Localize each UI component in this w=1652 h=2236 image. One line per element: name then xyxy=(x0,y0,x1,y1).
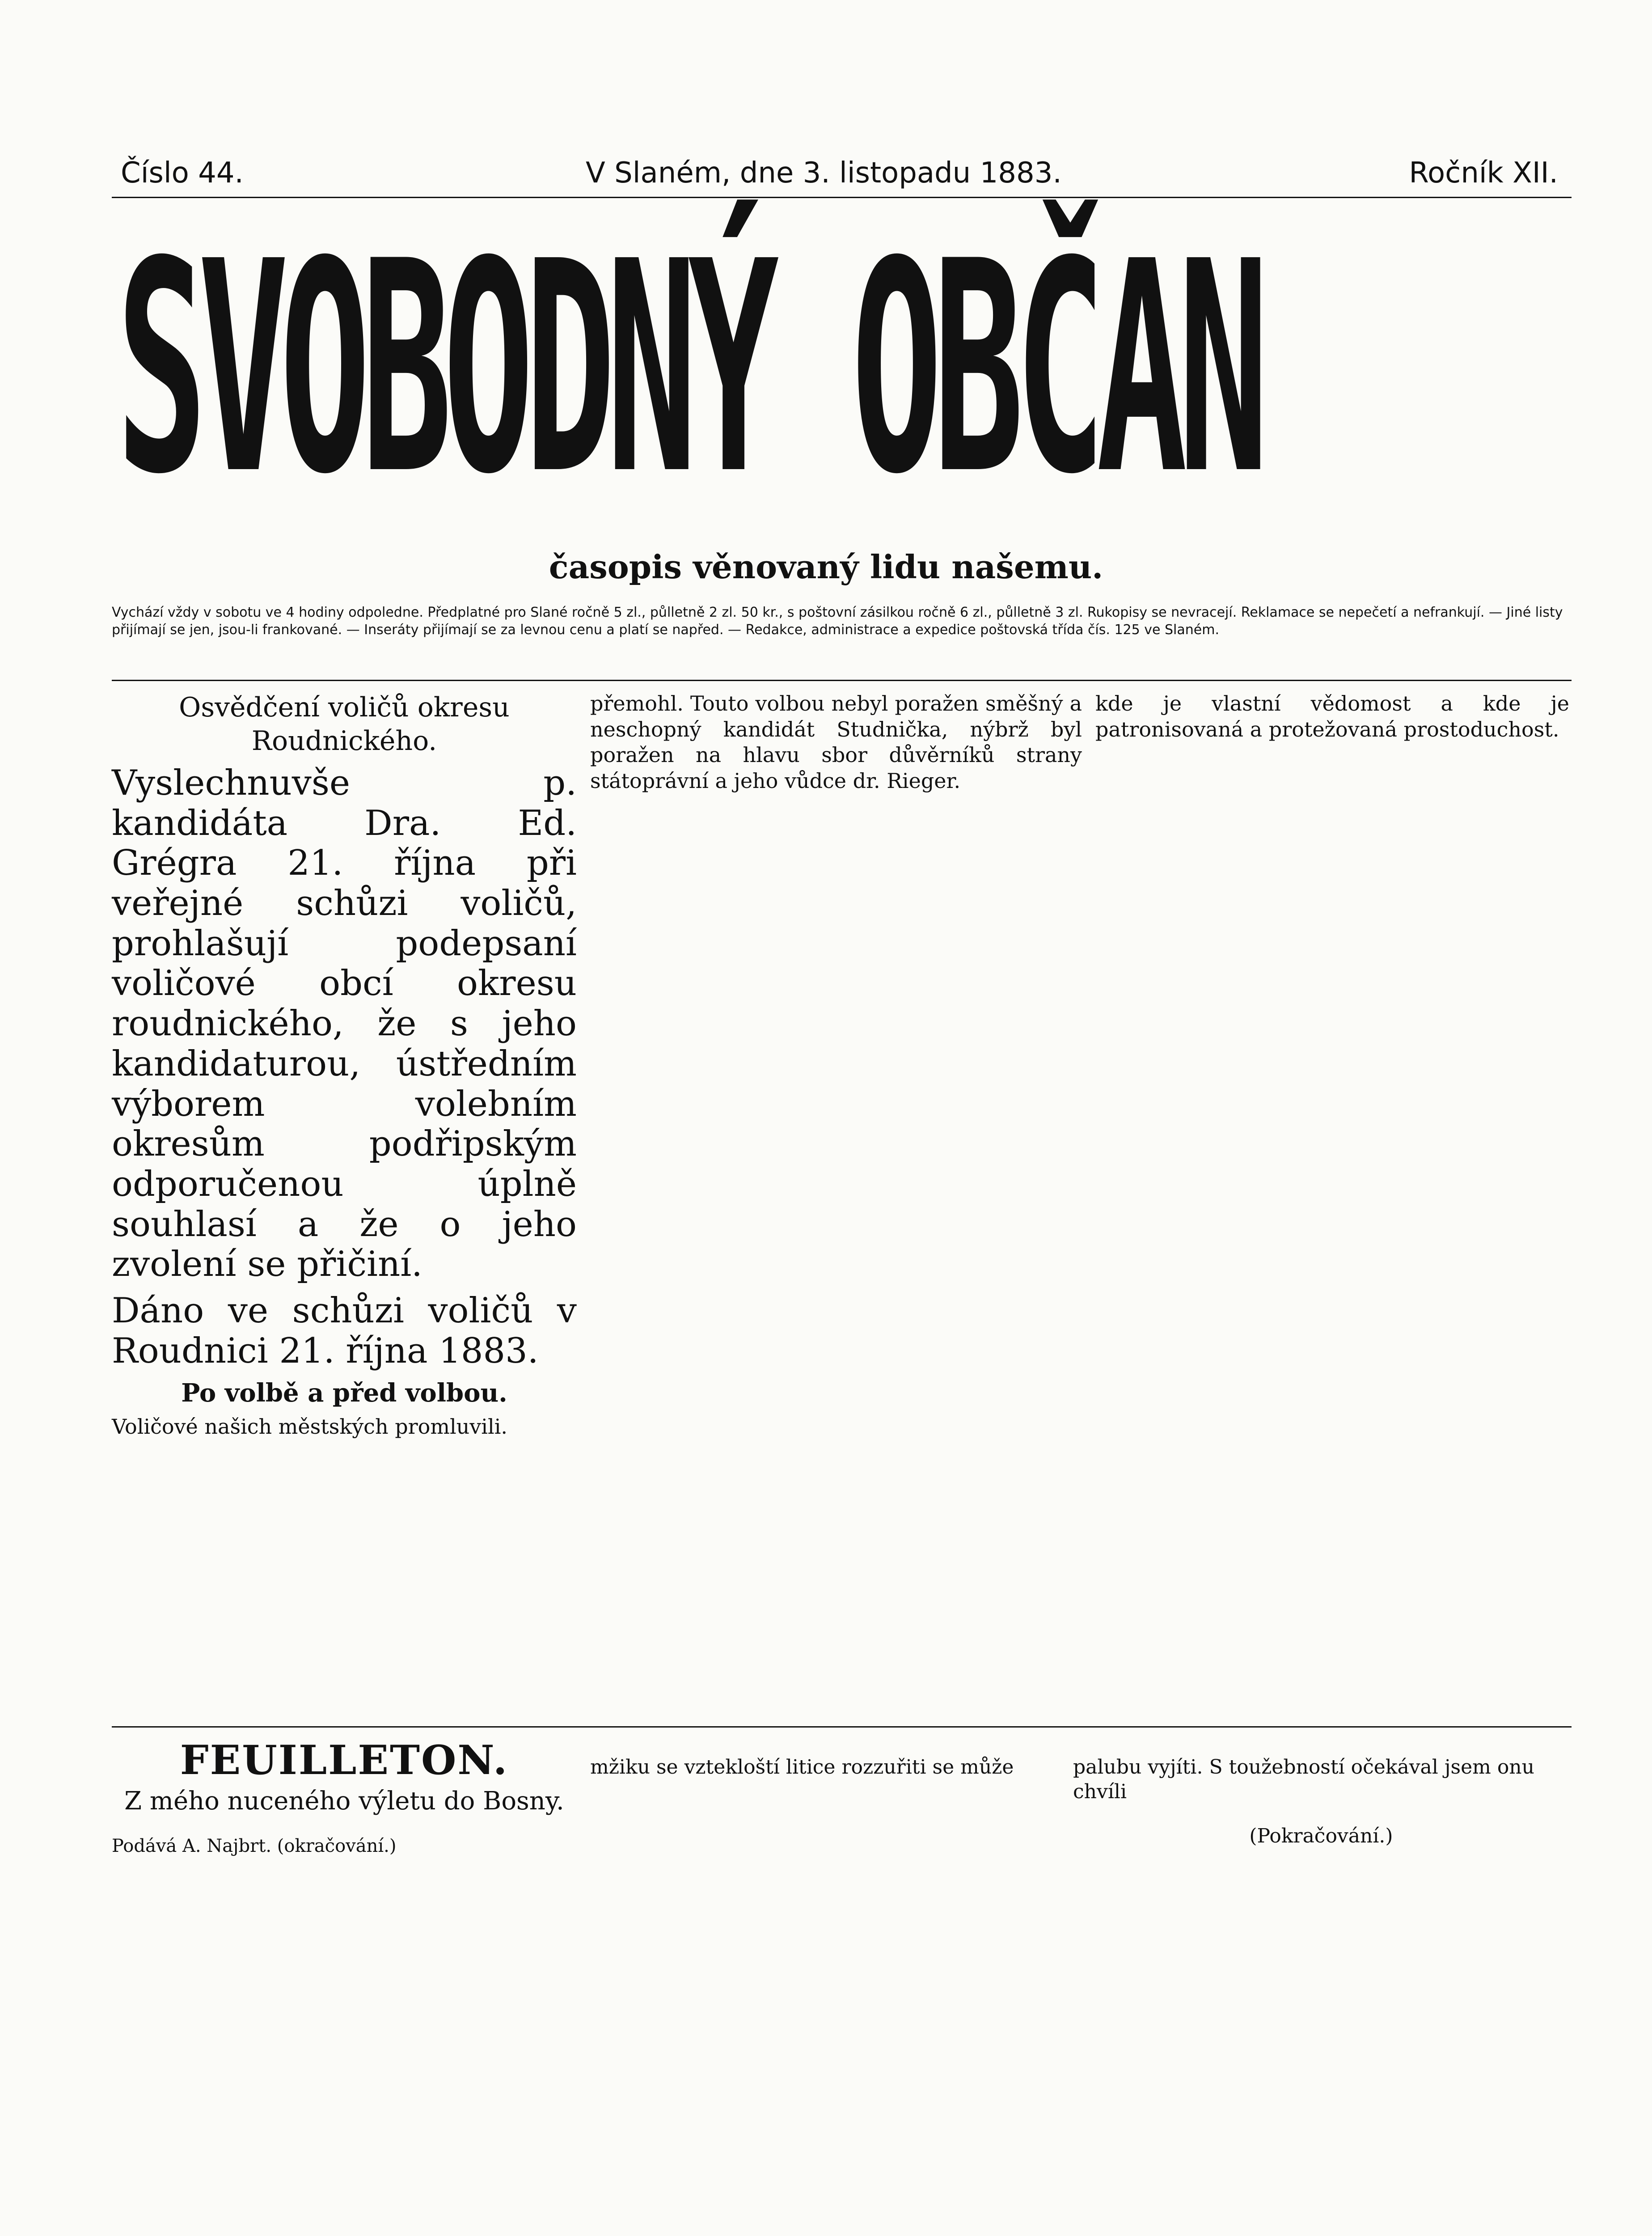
volume: Ročník XII. xyxy=(1409,157,1558,190)
col1-dated: Dáno ve schůzi voličů v Roudnici 21. října 1883. xyxy=(112,1290,577,1371)
col1-heading: Osvědčení voličů okresu Roudnického. xyxy=(179,692,510,757)
issue-header xyxy=(121,157,1558,197)
col2-body: přemohl. Touto volbou nebyl poražen směšný a neschopný kandidát Studnička, nýbrž byl poražen na hlavu sbor důvěrníků strany státoprávní a jeho vůdce dr. Rieger. xyxy=(590,691,1082,793)
feuilleton-col-1 xyxy=(112,1735,577,1875)
col1-body: Voličové našich městských promluvili. xyxy=(112,1414,508,1439)
divider xyxy=(112,1726,1572,1728)
col1-lead: Vyslechnuvše p. kandidáta Dra. Ed. Grégra 21. října při veřejné schůzi voličů, prohlašují podepsaní voličové obcí okresu roudnického, že s jeho kandidaturou, ústředním výborem volebním okresům podřipským odporučenou úplně souhlasí a že o jeho zvolení se přičiní. xyxy=(112,763,577,1285)
col1-h2: Po volbě a před volbou. xyxy=(181,1378,507,1408)
divider xyxy=(112,680,1572,681)
feuilleton-subtitle: Z mého nuceného výletu do Bosny. xyxy=(124,1786,564,1816)
feuilleton-title: FEUILLETON. xyxy=(180,1736,509,1784)
column-1 xyxy=(112,691,577,1446)
feuilleton-col-3 xyxy=(1073,1735,1569,1868)
column-3 xyxy=(1095,691,1569,749)
divider xyxy=(112,197,1572,198)
feuilleton-author: Podává A. Najbrt. (okračování.) xyxy=(112,1835,397,1856)
feuilleton-col-2 xyxy=(590,1735,1055,1799)
subscription-notice: Vychází vždy v sobotu ve 4 hodiny odpoledne. Předplatné pro Slané ročně 5 zl., půlletně 2 zl. 50 kr., s poštovní zásilkou ročně 6 zl., půlletně 3 zl. Rukopisy se nevracejí. Reklamace se nepečetí a nefrankují. — Jiné listy přijímají se jen, jsou-li frankované. — Inseráty přijímají se za levnou cenu a platí se napřed. — Redakce, administrace a expedice poštovská třída čís. 125 ve Slaném. xyxy=(112,605,1563,638)
masthead-title: SVOBODNÝ OBČAN xyxy=(116,200,1260,538)
issue-number: Číslo 44. xyxy=(121,157,244,190)
feuilleton-end: (Pokračování.) xyxy=(1249,1825,1393,1847)
col3-body: kde je vlastní vědomost a kde je patronisovaná a protežovaná prostoduchost. xyxy=(1095,691,1569,741)
column-2 xyxy=(590,691,1082,800)
feuilleton-c3: palubu vyjíti. S toužebností očekával jsem onu chvíli xyxy=(1073,1756,1534,1803)
feuilleton-c2: mžiku se vztekloští litice rozzuřiti se může xyxy=(590,1756,1014,1779)
issue-date: V Slaném, dne 3. listopadu 1883. xyxy=(586,157,1062,190)
feuilleton xyxy=(112,1735,1572,2236)
masthead-subtitle: časopis věnovaný lidu našemu. xyxy=(549,548,1103,586)
